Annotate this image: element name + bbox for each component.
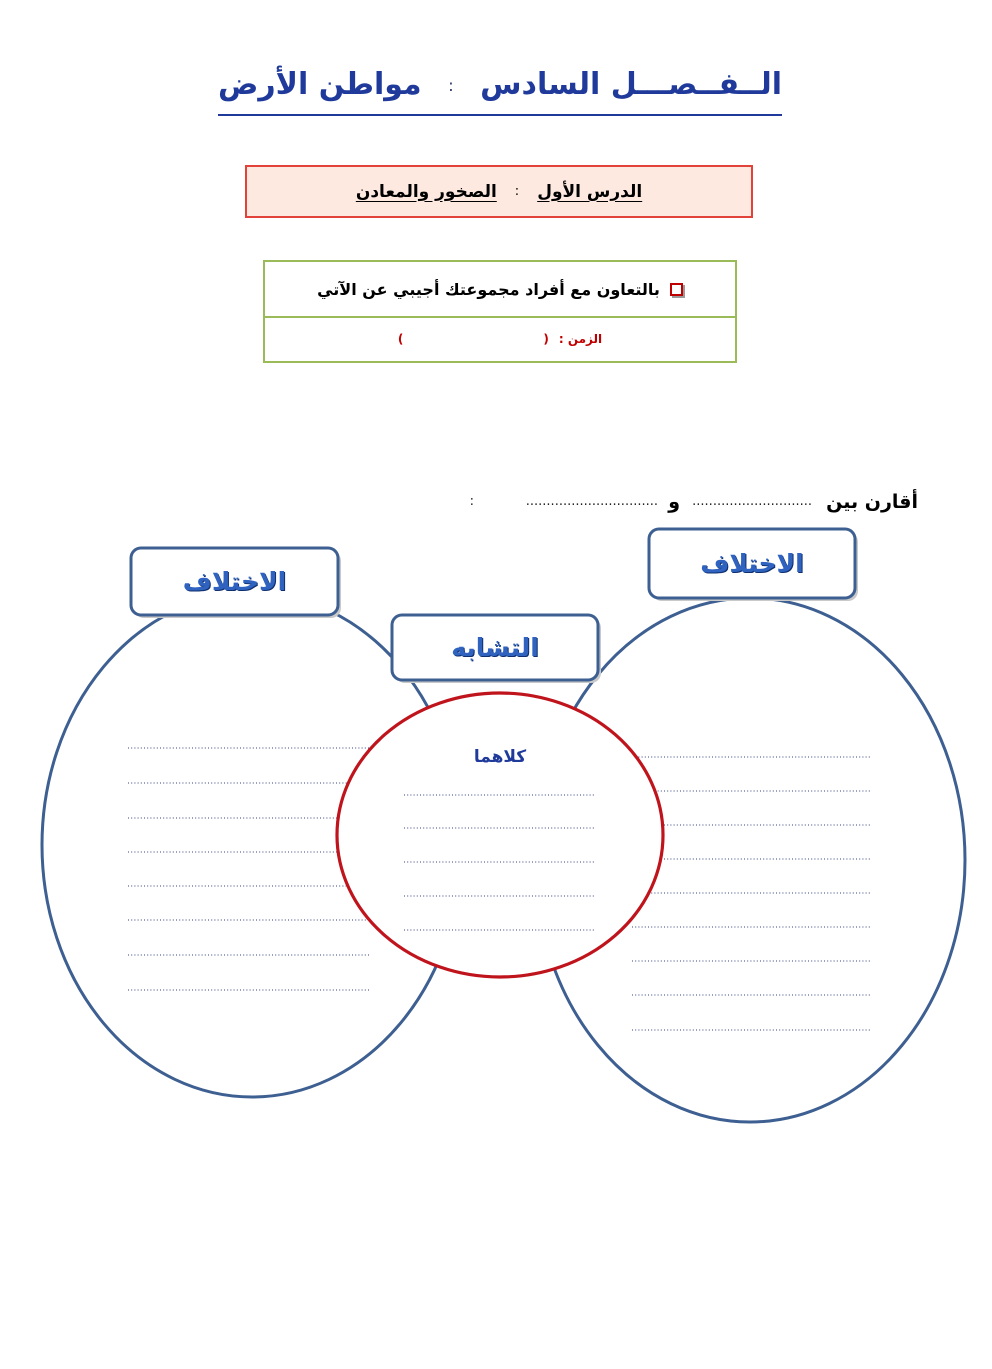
difference-label-left: الاختلاف xyxy=(182,567,287,596)
both-caption: كلاهما xyxy=(473,747,527,767)
left-answer-lines xyxy=(128,748,371,990)
chapter-number: الــفــصـــل السادس xyxy=(480,67,782,102)
difference-label-right: الاختلاف xyxy=(700,549,804,578)
compare-blank-first: ............................. xyxy=(692,494,812,509)
task-instruction: بالتعاون مع أفراد مجموعتك أجيبي عن الآتي xyxy=(317,279,660,299)
similarity-circle xyxy=(337,693,663,977)
time-row xyxy=(265,318,735,359)
chapter-name: مواطن الأرض xyxy=(218,67,422,102)
lesson-name: الصخور والمعادن xyxy=(355,181,497,202)
compare-label: أقارن بين xyxy=(826,491,918,513)
title-separator: : xyxy=(448,75,454,95)
time-close-paren: ) xyxy=(397,331,404,346)
title-underline xyxy=(218,114,782,116)
lesson-box xyxy=(245,165,753,218)
task-box xyxy=(263,260,737,363)
lesson-separator: : xyxy=(514,184,520,199)
checkbox-icon xyxy=(670,283,683,296)
similarity-label: التشابه xyxy=(451,633,539,662)
lesson-label: الدرس الأول xyxy=(537,181,643,202)
time-label: الزمن : xyxy=(558,331,603,346)
compare-and: و xyxy=(668,491,680,513)
task-instruction-row xyxy=(265,262,735,318)
chapter-title xyxy=(218,62,782,108)
compare-blank-second: ................................ xyxy=(525,494,658,509)
time-open-paren: ( xyxy=(543,331,549,346)
right-answer-lines xyxy=(632,757,872,1030)
compare-colon: : xyxy=(469,494,474,509)
